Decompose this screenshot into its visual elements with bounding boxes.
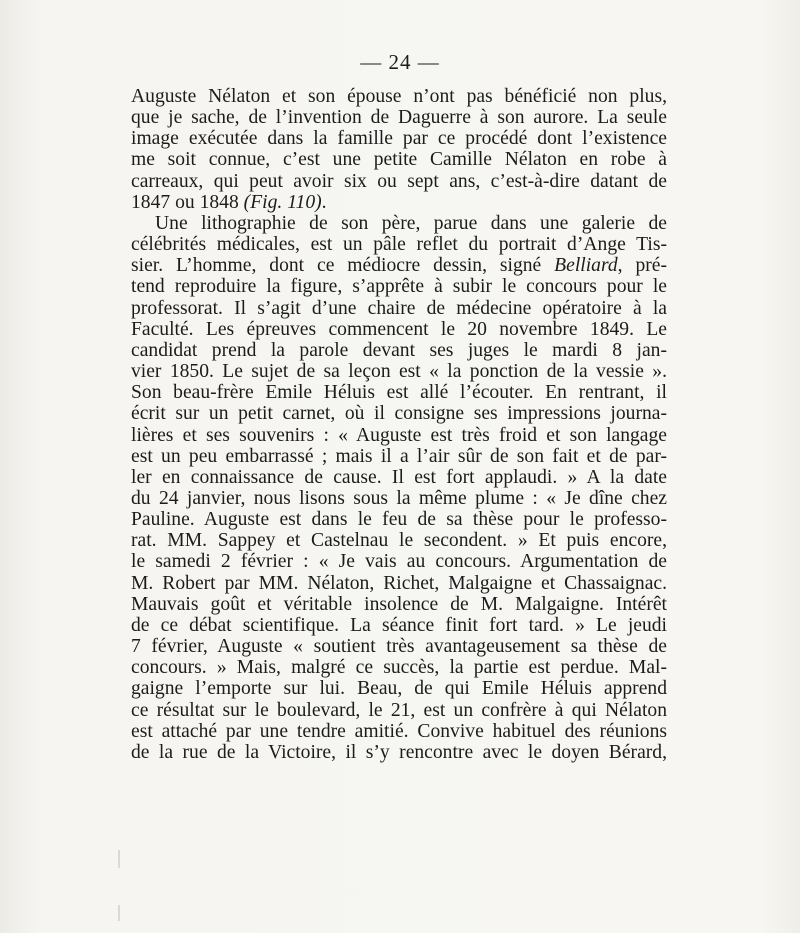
text-line: rat. MM. Sappey et Castelnau le secondent. » Et puis encore, (131, 530, 667, 552)
text-line: candidat prend la parole devant ses juges le mardi 8 jan- (131, 339, 667, 361)
text-line: professorat. Il s’agit d’une chaire de médecine opératoire à la (131, 297, 667, 319)
figure-reference: Belliard (554, 255, 618, 277)
text-line: célébrités médicales, est un pâle reflet du portrait d’Ange Tis- (131, 234, 667, 256)
text-line: Mauvais goût et véritable insolence de M. Malgaigne. Intérêt (131, 593, 667, 615)
text-line: 7 février, Auguste « soutient très avantageusement sa thèse de (131, 636, 667, 658)
text-line: écrit sur un petit carnet, où il consigne ses impressions journa- (131, 403, 667, 425)
text-line: carreaux, qui peut avoir six ou sept ans, c’est-à-dire datant de (131, 170, 667, 192)
text-line: 1847 ou 1848 (Fig. 110). (131, 191, 327, 213)
text-line: ler en connaissance de cause. Il est fort applaudi. » A la date (131, 466, 667, 488)
text-line: concours. » Mais, malgré ce succès, la partie est perdue. Mal- (131, 657, 667, 679)
text-line: Pauline. Auguste est dans le feu de sa thèse pour le professo- (131, 509, 667, 531)
text-line: que je sache, de l’invention de Daguerre à son aurore. La seule (131, 107, 667, 129)
body-text (131, 86, 667, 763)
text-line: ce résultat sur le boulevard, le 21, est un confrère à qui Nélaton (131, 699, 667, 721)
text-line: de la rue de la Victoire, il s’y rencontre avec le doyen Bérard, (131, 741, 667, 763)
text-line: Auguste Nélaton et son épouse n’ont pas bénéficié non plus, (131, 86, 667, 107)
page-number: — 24 — (360, 50, 440, 74)
margin-mark (118, 905, 120, 921)
text-line: est attaché par une tendre amitié. Convive habituel des réunions (131, 720, 667, 742)
text-line: Faculté. Les épreuves commencent le 20 novembre 1849. Le (131, 318, 667, 340)
text-line: Son beau-frère Emile Héluis est allé l’écouter. En rentrant, il (131, 382, 667, 404)
text-line: est un peu embarrassé ; mais il a l’air sûr de son fait et de par- (131, 445, 667, 467)
text-line: gaigne l’emporte sur lui. Beau, de qui Emile Héluis apprend (131, 678, 667, 700)
text-line: tend reproduire la figure, s’apprête à subir le concours pour le (131, 276, 667, 298)
text-line: me soit connue, c’est une petite Camille Nélaton en robe à (131, 149, 667, 171)
text-line: image exécutée dans la famille par ce procédé dont l’existence (131, 128, 667, 150)
text-line: Une lithographie de son père, parue dans une galerie de (155, 212, 667, 234)
text-line: le samedi 2 février : « Je vais au concours. Argumentation de (131, 551, 667, 573)
text-line: vier 1850. Le sujet de sa leçon est « la ponction de la vessie ». (131, 361, 667, 383)
text-line: du 24 janvier, nous lisons sous la même plume : « Je dîne chez (131, 487, 667, 509)
figure-reference: (Fig. 110) (243, 191, 322, 213)
margin-mark (118, 850, 120, 868)
text-line: lières et ses souvenirs : « Auguste est très froid et son langage (131, 424, 667, 446)
text-line: de ce débat scientifique. La séance finit fort tard. » Le jeudi (131, 614, 667, 636)
text-line: sier. L’homme, dont ce médiocre dessin, signé Belliard, pré- (131, 255, 668, 277)
text-line: M. Robert par MM. Nélaton, Richet, Malgaigne et Chassaignac. (131, 572, 667, 594)
